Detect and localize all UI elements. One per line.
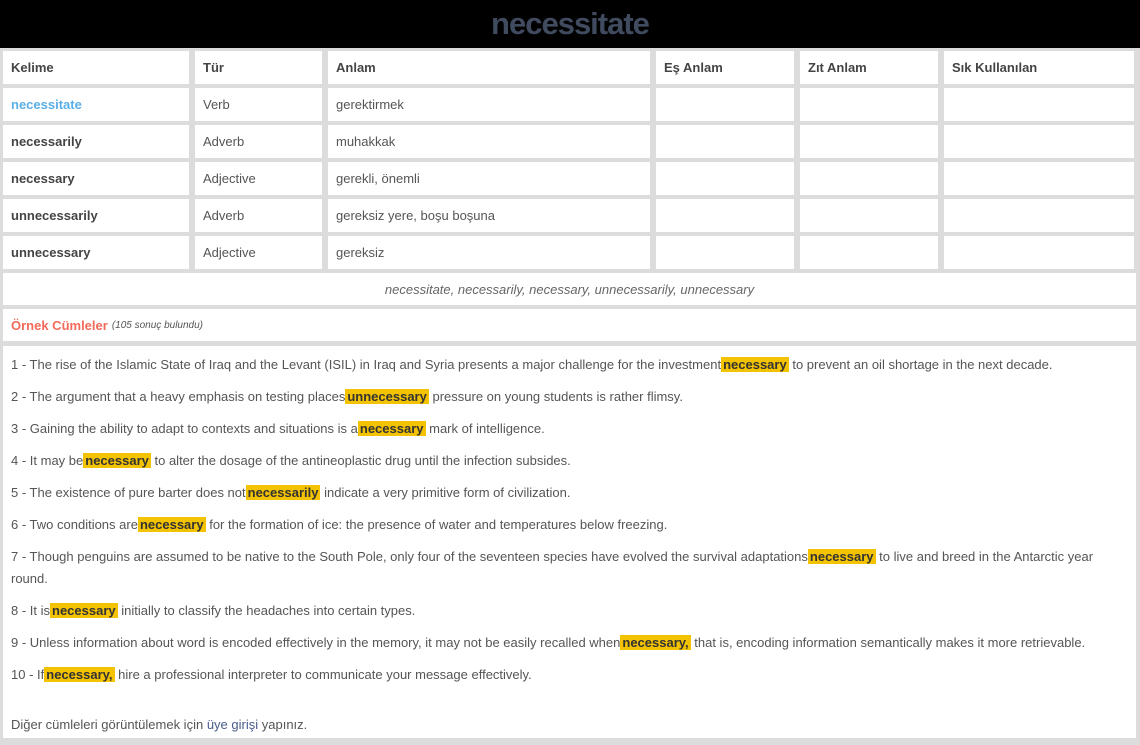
word-common bbox=[944, 88, 1134, 121]
example-sentence bbox=[11, 482, 1128, 504]
sentence-text: 1 - The rise of the Islamic State of Iraq and the Levant (ISIL) in Iraq and Syria presents a major challenge for the investment bbox=[11, 357, 722, 372]
word-link[interactable]: unnecessary bbox=[3, 236, 189, 269]
example-sentence bbox=[11, 450, 1128, 472]
highlighted-word: unnecessary bbox=[347, 389, 427, 404]
header-zit-anlam: Zıt Anlam bbox=[800, 51, 938, 84]
word-type: Verb bbox=[195, 88, 322, 121]
word-synonym bbox=[656, 199, 794, 232]
login-prompt-text: yapınız. bbox=[261, 717, 308, 732]
sentence-text: 7 - Though penguins are assumed to be native to the South Pole, only four of the seventeen species have evolved the survival adaptations bbox=[11, 549, 808, 564]
word-meaning: gereksiz yere, boşu boşuna bbox=[328, 199, 650, 232]
word-antonym bbox=[800, 162, 938, 195]
word-synonym bbox=[656, 236, 794, 269]
word-meaning: gerektirmek bbox=[328, 88, 650, 121]
derived-words: necessitate, necessarily, necessary, unnecessarily, unnecessary bbox=[3, 273, 1136, 305]
highlighted-word: necessary bbox=[139, 517, 204, 532]
page-title: necessitate bbox=[491, 6, 649, 41]
example-sentences bbox=[3, 346, 1136, 738]
sentence-text: 9 - Unless information about word is encoded effectively in the memory, it may not be easily recalled when bbox=[11, 635, 621, 650]
header-sik-kullanilan: Sık Kullanılan bbox=[944, 51, 1134, 84]
login-prompt-text: Diğer cümleleri görüntülemek için bbox=[11, 717, 204, 732]
highlighted-word: necessary bbox=[723, 357, 787, 372]
sentence-text: hire a professional interpreter to communicate your message effectively. bbox=[118, 667, 532, 682]
header-kelime: Kelime bbox=[3, 51, 189, 84]
sentence-text: pressure on young students is rather flimsy. bbox=[432, 389, 683, 404]
example-sentence bbox=[11, 632, 1128, 654]
example-sentence bbox=[11, 600, 1128, 622]
word-type: Adverb bbox=[195, 125, 322, 158]
word-common bbox=[944, 162, 1134, 195]
word-synonym bbox=[656, 88, 794, 121]
word-link[interactable]: unnecessarily bbox=[3, 199, 189, 232]
highlighted-word: necessary bbox=[359, 421, 424, 436]
title-bar bbox=[0, 0, 1140, 48]
highlighted-word: necessary bbox=[809, 549, 874, 564]
header-anlam: Anlam bbox=[328, 51, 650, 84]
sentence-text: indicate a very primitive form of civilization. bbox=[324, 485, 571, 500]
word-type: Adjective bbox=[195, 236, 322, 269]
highlighted-word: necessary, bbox=[46, 667, 113, 682]
member-login-link[interactable]: üye girişi bbox=[206, 717, 259, 732]
word-common bbox=[944, 125, 1134, 158]
sentence-text: 10 - If bbox=[11, 667, 45, 682]
word-type: Adverb bbox=[195, 199, 322, 232]
examples-header bbox=[3, 309, 1136, 341]
content-area bbox=[0, 48, 1140, 745]
highlighted-word: necessary bbox=[52, 603, 116, 618]
word-link[interactable]: necessitate bbox=[3, 88, 189, 121]
word-synonym bbox=[656, 162, 794, 195]
word-antonym bbox=[800, 199, 938, 232]
sentence-text: mark of intelligence. bbox=[429, 421, 545, 436]
word-meaning: gereksiz bbox=[328, 236, 650, 269]
highlighted-word: necessary, bbox=[622, 635, 689, 650]
sentence-text: for the formation of ice: the presence of water and temperatures below freezing. bbox=[209, 517, 668, 532]
example-sentence bbox=[11, 418, 1128, 440]
example-sentence bbox=[11, 546, 1128, 590]
sentence-text: to prevent an oil shortage in the next decade. bbox=[792, 357, 1053, 372]
header-tur: Tür bbox=[195, 51, 322, 84]
sentence-text: to live and breed in the Antarctic year round. bbox=[11, 549, 1094, 586]
word-synonym bbox=[656, 125, 794, 158]
word-antonym bbox=[800, 125, 938, 158]
word-type: Adjective bbox=[195, 162, 322, 195]
word-common bbox=[944, 199, 1134, 232]
login-prompt bbox=[11, 714, 1128, 736]
example-sentence bbox=[11, 514, 1128, 536]
word-antonym bbox=[800, 236, 938, 269]
example-sentence bbox=[11, 664, 1128, 686]
highlighted-word: necessarily bbox=[247, 485, 319, 500]
sentence-text: 5 - The existence of pure barter does not bbox=[11, 485, 246, 500]
example-sentence bbox=[11, 386, 1128, 408]
examples-count: (105 sonuç bulundu) bbox=[111, 319, 204, 331]
word-common bbox=[944, 236, 1134, 269]
highlighted-word: necessary bbox=[85, 453, 149, 468]
word-antonym bbox=[800, 88, 938, 121]
example-sentence bbox=[11, 354, 1128, 376]
sentence-text: 2 - The argument that a heavy emphasis on testing places bbox=[11, 389, 346, 404]
sentence-text: 4 - It may be bbox=[11, 453, 84, 468]
word-table bbox=[3, 51, 1136, 269]
sentence-text: that is, encoding information semantically makes it more retrievable. bbox=[694, 635, 1086, 650]
word-link[interactable]: necessarily bbox=[3, 125, 189, 158]
examples-title: Örnek Cümleler bbox=[11, 317, 108, 333]
sentence-text: to alter the dosage of the antineoplastic drug until the infection subsides. bbox=[154, 453, 571, 468]
word-meaning: gerekli, önemli bbox=[328, 162, 650, 195]
sentence-text: initially to classify the headaches into certain types. bbox=[121, 603, 416, 618]
sentence-text: 8 - It is bbox=[11, 603, 51, 618]
header-es-anlam: Eş Anlam bbox=[656, 51, 794, 84]
sentence-text: 6 - Two conditions are bbox=[11, 517, 138, 532]
word-meaning: muhakkak bbox=[328, 125, 650, 158]
word-link[interactable]: necessary bbox=[3, 162, 189, 195]
sentence-text: 3 - Gaining the ability to adapt to contexts and situations is a bbox=[11, 421, 358, 436]
